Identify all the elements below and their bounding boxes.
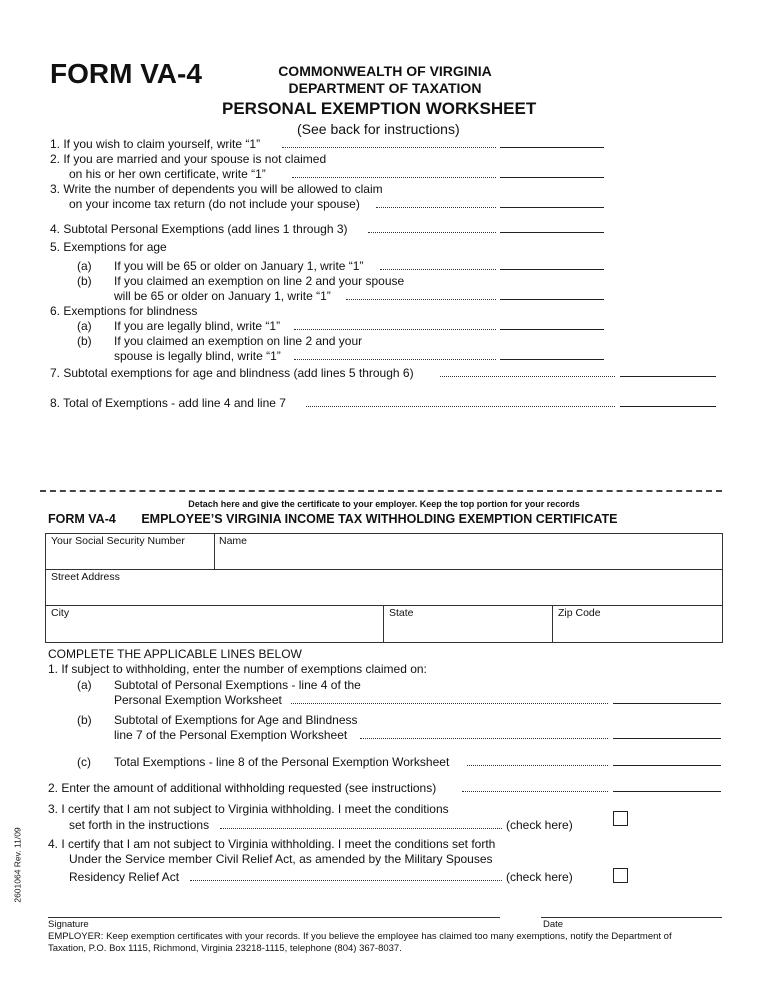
leader-dots: [376, 207, 496, 208]
signature-label: Signature: [48, 919, 89, 930]
cert-line-1a-input[interactable]: [613, 703, 721, 704]
ws-line-5a: If you will be 65 or older on January 1, write “1”: [114, 259, 364, 273]
ws-line-6b-1: If you claimed an exemption on line 2 and your: [114, 334, 363, 348]
leader-dots: [292, 177, 496, 178]
employer-note-1: EMPLOYER: Keep exemption certificates with your records. If you believe the employee has claimed too many exemptions, notify the Department of: [48, 931, 672, 942]
cert-line-4-checkbox[interactable]: [613, 868, 628, 883]
leader-dots: [190, 880, 502, 881]
divider: [214, 533, 215, 569]
form-number: 2601064 Rev. 11/09: [12, 827, 23, 903]
ws-line-3-input[interactable]: [500, 207, 604, 208]
ws-line-6b-2: spouse is legally blind, write “1”: [114, 349, 281, 363]
employee-info-box: [45, 533, 723, 643]
name-label: Name: [219, 535, 248, 547]
employer-note-2: Taxation, P.O. Box 1115, Richmond, Virginia 23218-1115, telephone (804) 367-8037.: [48, 943, 402, 954]
cert-line-1c-tag: (c): [77, 755, 91, 769]
date-line[interactable]: [541, 917, 722, 918]
divider: [552, 605, 553, 642]
cert-line-4b: Under the Service member Civil Relief Act, as amended by the Military Spouses: [69, 852, 493, 866]
ws-line-6a: If you are legally blind, write “1”: [114, 319, 281, 333]
cert-line-3-checkbox[interactable]: [613, 811, 628, 826]
zip-label: Zip Code: [558, 607, 601, 619]
ws-line-6a-input[interactable]: [500, 329, 604, 330]
ws-line-5: 5. Exemptions for age: [50, 240, 167, 254]
detach-instructions: Detach here and give the certificate to your employer. Keep the top portion for your records: [188, 499, 580, 509]
ws-line-1: 1. If you wish to claim yourself, write “1”: [50, 137, 261, 151]
see-back-note: (See back for instructions): [297, 121, 460, 137]
ws-line-2b: on his or her own certificate, write “1”: [69, 167, 266, 181]
ws-line-5b-2: will be 65 or older on January 1, write “1”: [114, 289, 331, 303]
ws-line-5b-tag: (b): [77, 274, 92, 288]
agency-line-2: DEPARTMENT OF TAXATION: [288, 80, 482, 96]
leader-dots: [282, 147, 496, 148]
cert-line-4a: 4. I certify that I am not subject to Virginia withholding. I meet the conditions set forth: [48, 837, 496, 851]
ws-line-7: 7. Subtotal exemptions for age and blindness (add lines 5 through 6): [50, 366, 414, 380]
leader-dots: [346, 299, 496, 300]
cert-line-1b-1: Subtotal of Exemptions for Age and Blindness: [114, 713, 358, 727]
ws-line-5b-input[interactable]: [500, 299, 604, 300]
ws-line-6b-tag: (b): [77, 334, 92, 348]
leader-dots: [360, 738, 608, 739]
cert-line-3-check-label: (check here): [506, 818, 573, 832]
cert-line-2: 2. Enter the amount of additional withholding requested (see instructions): [48, 781, 437, 795]
cert-line-1a-1: Subtotal of Personal Exemptions - line 4 of the: [114, 678, 361, 692]
divider: [383, 605, 384, 642]
cert-line-1b-input[interactable]: [613, 738, 721, 739]
cert-line-3a: 3. I certify that I am not subject to Virginia withholding. I meet the conditions: [48, 802, 449, 816]
cert-line-1b-tag: (b): [77, 713, 92, 727]
ws-line-5a-input[interactable]: [500, 269, 604, 270]
cert-line-3b: set forth in the instructions: [69, 818, 210, 832]
cert-line-1b-2: line 7 of the Personal Exemption Worksheet: [114, 728, 348, 742]
complete-heading: COMPLETE THE APPLICABLE LINES BELOW: [48, 647, 302, 661]
leader-dots: [291, 703, 608, 704]
cert-line-1a-2: Personal Exemption Worksheet: [114, 693, 282, 707]
leader-dots: [294, 329, 496, 330]
cert-line-4-check-label: (check here): [506, 870, 573, 884]
ws-line-4: 4. Subtotal Personal Exemptions (add lines 1 through 3): [50, 222, 348, 236]
leader-dots: [380, 269, 496, 270]
ws-line-5a-tag: (a): [77, 259, 92, 273]
certificate-form-label: FORM VA-4: [48, 512, 116, 526]
leader-dots: [462, 791, 608, 792]
cert-line-1c: Total Exemptions - line 8 of the Personal Exemption Worksheet: [114, 755, 450, 769]
cert-line-1: 1. If subject to withholding, enter the number of exemptions claimed on:: [48, 662, 427, 676]
ws-line-6b-input[interactable]: [500, 359, 604, 360]
ws-line-3b: on your income tax return (do not include your spouse): [69, 197, 360, 211]
ws-line-6a-tag: (a): [77, 319, 92, 333]
worksheet-title: PERSONAL EXEMPTION WORKSHEET: [222, 99, 537, 118]
certificate-title: [48, 512, 617, 526]
date-label: Date: [543, 919, 564, 930]
leader-dots: [467, 765, 608, 766]
state-label: State: [389, 607, 414, 619]
ws-line-2-input[interactable]: [500, 177, 604, 178]
ws-line-1-input[interactable]: [500, 147, 604, 148]
leader-dots: [220, 828, 502, 829]
leader-dots: [306, 406, 615, 407]
ws-line-8: 8. Total of Exemptions - add line 4 and line 7: [50, 396, 286, 410]
city-label: City: [51, 607, 70, 619]
cert-line-1a-tag: (a): [77, 678, 92, 692]
cert-line-4c: Residency Relief Act: [69, 870, 180, 884]
ws-line-7-input[interactable]: [620, 376, 716, 377]
leader-dots: [368, 232, 496, 233]
certificate-title-text: EMPLOYEE’S VIRGINIA INCOME TAX WITHHOLDING EXEMPTION CERTIFICATE: [141, 512, 618, 526]
detach-line: [40, 490, 722, 492]
cert-line-1c-input[interactable]: [613, 765, 721, 766]
signature-line[interactable]: [48, 917, 500, 918]
ws-line-4-input[interactable]: [500, 232, 604, 233]
divider: [45, 569, 722, 570]
ws-line-2a: 2. If you are married and your spouse is not claimed: [50, 152, 327, 166]
ws-line-5b-1: If you claimed an exemption on line 2 and your spouse: [114, 274, 405, 288]
street-label: Street Address: [51, 571, 120, 583]
ws-line-6: 6. Exemptions for blindness: [50, 304, 198, 318]
leader-dots: [440, 376, 615, 377]
agency-line-1: COMMONWEALTH OF VIRGINIA: [278, 63, 492, 79]
agency-name: [225, 63, 545, 97]
ws-line-8-input[interactable]: [620, 406, 716, 407]
form-title: FORM VA-4: [50, 58, 202, 89]
leader-dots: [294, 359, 496, 360]
ws-line-3a: 3. Write the number of dependents you will be allowed to claim: [50, 182, 383, 196]
ssn-label: Your Social Security Number: [51, 535, 185, 547]
cert-line-2-input[interactable]: [613, 791, 721, 792]
